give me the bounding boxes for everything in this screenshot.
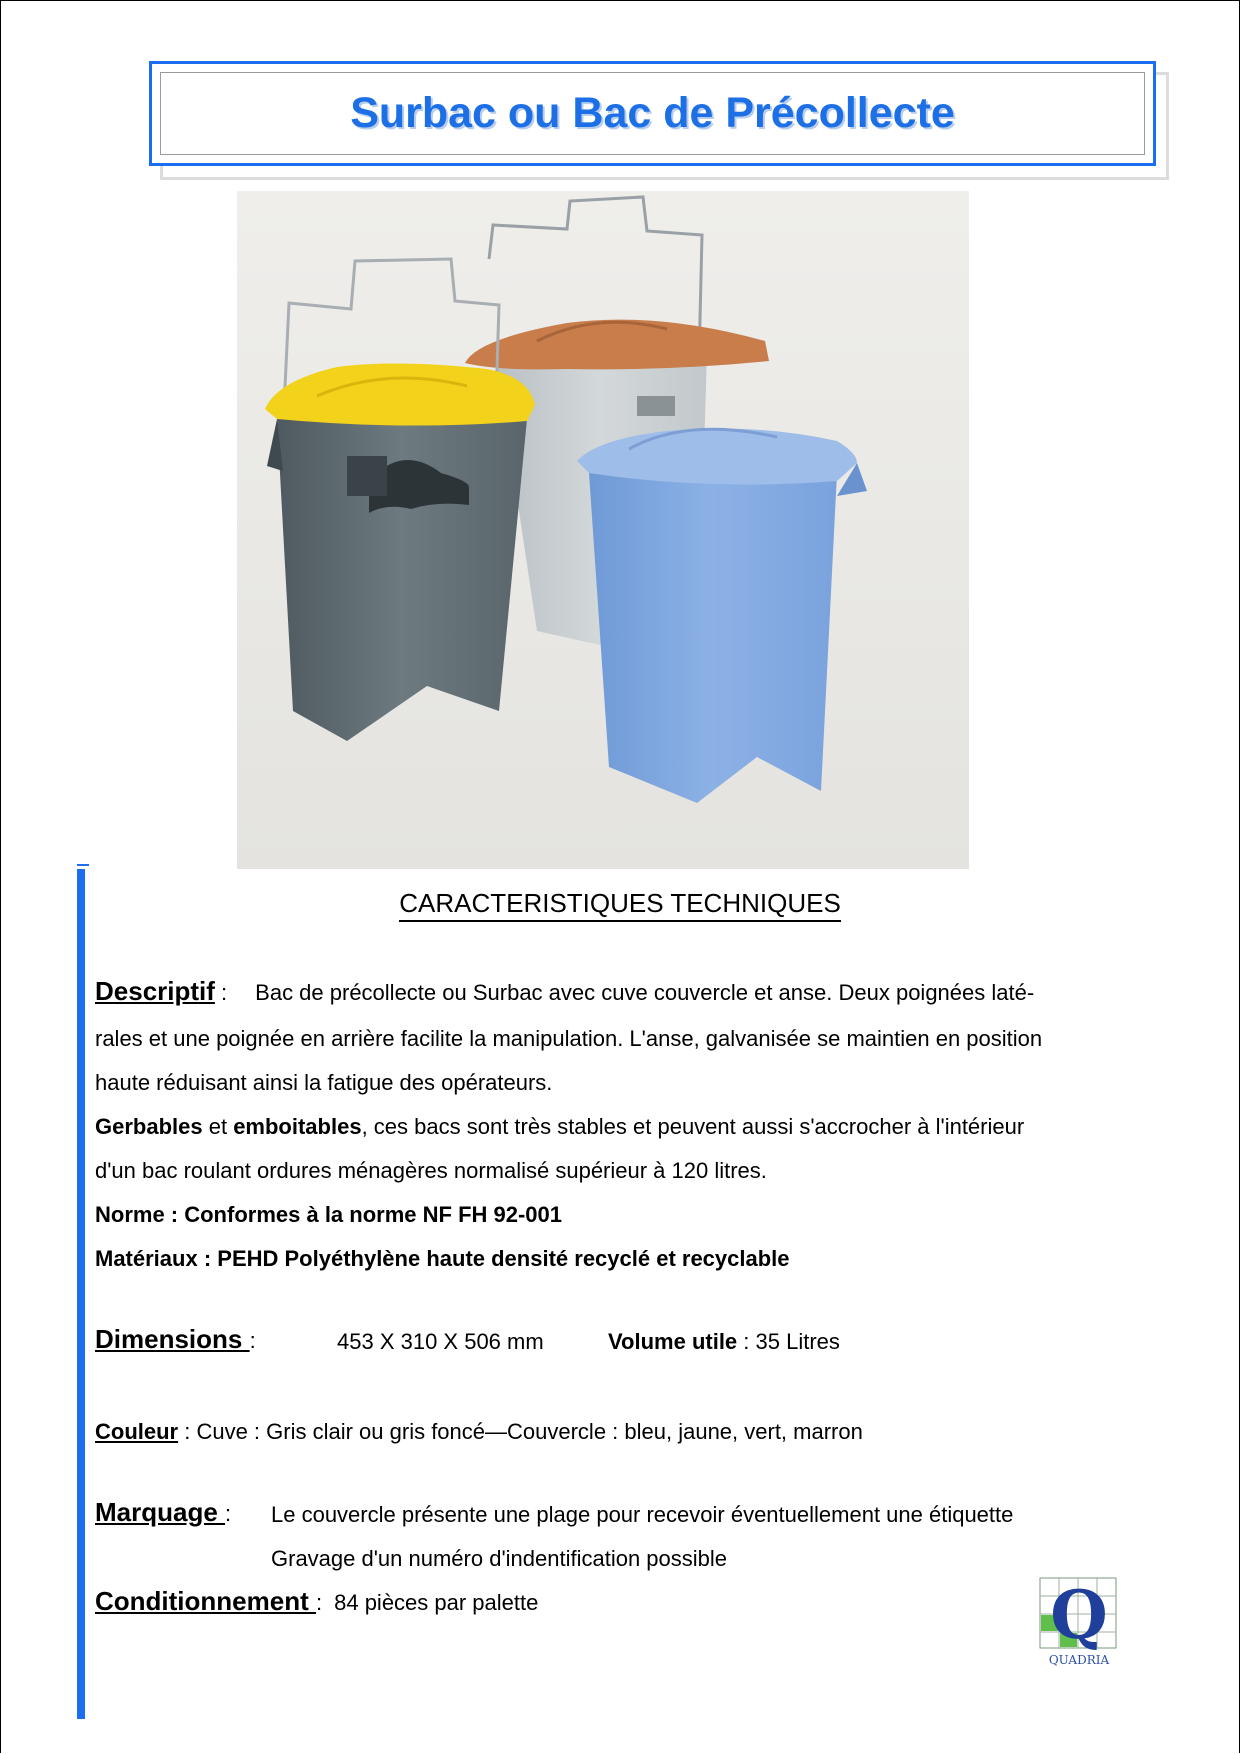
materiaux-value: PEHD Polyéthylène haute densité recyclé et recyclable [211,1246,790,1271]
dimensions-value: 453 X 310 X 506 mm [337,1329,544,1354]
marquage-sep: : [225,1501,232,1526]
volume-value: : 35 Litres [737,1329,840,1354]
descriptif-sep: : [214,980,228,1005]
section-heading-text: CARACTERISTIQUES TECHNIQUES [399,888,841,922]
descriptif-line-2: rales et une poignée en arrière facilite la manipulation. L'anse, galvanisée se maintien en position [95,1026,1043,1051]
materiaux-label: Matériaux : [95,1246,212,1271]
marquage-text-1: Le couvercle présente une plage pour recevoir éventuellement une étiquette [271,1502,1014,1527]
gerbables-bold: Gerbables [95,1114,203,1139]
emboitables-bold: emboitables [233,1114,362,1139]
title-inner-frame [160,72,1145,155]
conditionnement-label: Conditionnement [95,1586,316,1616]
marquage-line-1 [95,1498,231,1528]
margin-bar-tick [77,864,89,866]
conditionnement-value: 84 pièces par palette [334,1590,539,1615]
descriptif-line-1 [95,977,1034,1007]
conditionnement-line [95,1587,538,1617]
gerbables-mid: et [202,1114,234,1139]
product-photo [237,191,969,869]
descriptif-text-1: Bac de précollecte ou Surbac avec cuve couvercle et anse. Deux poignées laté- [255,980,1035,1005]
margin-bar [77,869,85,1719]
volume-line [608,1328,840,1356]
quadria-logo [1038,1576,1120,1668]
logo-letter: Q [1050,1576,1108,1654]
volume-label: Volume utile [608,1329,738,1354]
couleur-label: Couleur [95,1419,179,1444]
dimensions-sep: : [249,1328,256,1353]
gerbables-rest: , ces bacs sont très stables et peuvent aussi s'accrocher à l'intérieur [361,1114,1025,1139]
couleur-line [95,1418,863,1446]
gerbables-line-2: d'un bac roulant ordures ménagères normalisé supérieur à 120 litres. [95,1158,767,1183]
title-box [149,61,1156,166]
logo-text: QUADRIA [1048,1653,1110,1667]
marquage-text-2: Gravage d'un numéro d'indentification possible [271,1546,728,1571]
gerbables-line-1 [95,1113,1024,1141]
dimensions-label: Dimensions [95,1324,250,1354]
norme-line: Norme : Conformes à la norme NF FH 92-001 [95,1202,563,1227]
page-title: Surbac ou Bac de Précollecte [350,89,955,137]
couleur-value: : Cuve : Gris clair ou gris foncé—Couvercle : bleu, jaune, vert, marron [178,1419,863,1444]
materiaux-line [95,1245,790,1273]
marquage-label: Marquage [95,1497,226,1527]
conditionnement-sep: : [315,1590,323,1615]
section-heading [0,888,1240,919]
descriptif-label: Descriptif [95,976,215,1006]
dimensions-line [95,1325,256,1355]
descriptif-line-3: haute réduisant ainsi la fatigue des opérateurs. [95,1070,553,1095]
